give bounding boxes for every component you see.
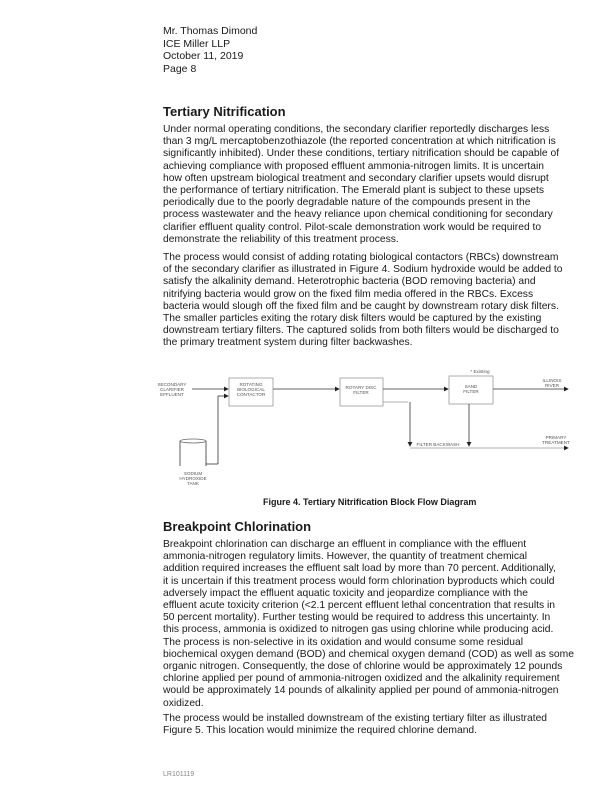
text-line: biochemical oxygen demand (BOD) and chemical oxygen demand (COD) as well as some	[163, 648, 574, 660]
text-line: oxidized.	[163, 697, 204, 709]
page-number: Page 8	[163, 62, 197, 75]
text-line: process wastewater and the heavy reliance upon chemical conditioning for secondary	[163, 209, 553, 221]
label-sodium-tank: SODIUM	[183, 471, 203, 476]
text-line: Figure 5. This location would minimize the required chlorine demand.	[163, 725, 478, 737]
label-rotary-disc: ROTARY DISC	[345, 385, 377, 390]
text-line: the primary treatment system during filter backwashes.	[163, 337, 413, 349]
label-rbc: ROTATING	[239, 382, 263, 387]
text-line: of the secondary clarifier as illustrated in Figure 4. Sodium hydroxide would be added to	[163, 264, 563, 276]
label-secondary-clarifier: SECONDARY	[157, 382, 187, 387]
text-line: periodically due to the poorly degradable nature of the compounds present in the	[163, 197, 531, 209]
text-line: Breakpoint chlorination can discharge an effluent in compliance with the effluent	[163, 539, 527, 550]
text-line: The smaller particles exiting the rotary disk filters would be captured by the existing	[163, 313, 542, 325]
text-line: Under normal operating conditions, the secondary clarifier reportedly discharges less	[163, 124, 550, 135]
text-line: adversely impact the effluent aquatic toxicity and jeopardize compliance with the	[163, 587, 528, 599]
text-line: downstream tertiary filters. The captured solids from both filters would be discharged to	[163, 325, 559, 337]
text-line: effluent acute toxicity criterion (<2.1 percent effluent lethal concentration that results in	[163, 600, 555, 612]
document-id: LR101119	[163, 771, 195, 778]
text-line: how often upstream biological treatment and secondary clarifier upsets would disrupt	[163, 172, 549, 184]
letter-date: October 11, 2019	[163, 50, 244, 62]
text-line: addition required increases the effluent salt load by more than 70 percent. Additionally,	[163, 563, 556, 575]
text-line: demonstrate the reliability of this treatment process.	[163, 233, 399, 245]
text-line: ammonia-nitrogen regulatory limits. However, the quantity of treatment chemical	[163, 551, 527, 563]
text-line: The process would consist of adding rotating biological contactors (RBCs) downstream	[163, 252, 559, 263]
recipient-name: Mr. Thomas Dimond	[163, 25, 258, 37]
label-secondary-clarifier: CLARIFIER	[160, 387, 184, 392]
text-line: this process, ammonia is oxidized to nitrogen gas using chlorine while producing acid.	[163, 624, 554, 636]
recipient-company: ICE Miller LLP	[163, 37, 231, 50]
label-sand-filter: FILTER	[463, 389, 479, 394]
text-line: than 3 mg/L mercaptobenzothiazole (the reported concentration at which nitrification is	[163, 136, 556, 148]
label-sodium-tank: TANK	[187, 481, 199, 486]
text-line: 50 percent mortality). Further testing would be required to address this uncertainty. In	[163, 612, 551, 624]
text-line: The process would be installed downstream of the existing tertiary filter as illustrated	[163, 713, 548, 724]
text-line: clarifier effluent quality control. Pilot-scale demonstration work would be required to	[163, 221, 542, 233]
text-line: chlorine applied per pound of ammonia-nitrogen oxidized and the alkalinity requirement	[163, 673, 560, 685]
text-line: significantly inhibited). Under these conditions, tertiary nitrification should be capable of	[163, 148, 560, 160]
label-illinois-river: RIVER	[544, 383, 560, 388]
text-line: achieving compliance with proposed effluent ammonia-nitrogen limits. It is uncertain	[163, 160, 544, 172]
label-primary-treatment: TREATMENT	[542, 440, 570, 445]
label-sand-filter: SAND	[464, 384, 478, 389]
text-line: The process is non-selective in its oxidation and would consume some residual	[163, 636, 524, 648]
text-line: nitrifying bacteria would grow on the fixed film media offered in the RBCs. Excess	[163, 288, 534, 300]
label-filter-backwash: FILTER BACKWASH	[416, 442, 460, 447]
section-heading-tertiary-nitrification: Tertiary Nitrification	[163, 104, 286, 119]
section-heading-breakpoint-chlorination: Breakpoint Chlorination	[163, 519, 312, 534]
text-line: would be approximately 14 pounds of alkalinity applied per pound of ammonia-nitrogen	[163, 685, 559, 697]
label-illinois-river: ILLINOIS	[542, 378, 562, 383]
paragraph-chlorination-1	[163, 539, 575, 710]
label-sodium-tank: HYDROXIDE	[179, 476, 207, 481]
text-line: satisfy the alkalinity demand. Heterotrophic bacteria (BOD removing bacteria) and	[163, 276, 536, 288]
label-secondary-clarifier: EFFLUENT	[160, 392, 184, 397]
label-primary-treatment: PRIMARY	[545, 435, 567, 440]
label-rbc: CONTACTOR	[236, 392, 266, 397]
sodium-tank-shape	[180, 441, 206, 466]
text-line: bacteria would slough off the fixed film and be caught by downstream rotary disk filters.	[163, 300, 559, 312]
text-line: the performance of tertiary nitrification. The Emerald plant is subject to these upsets	[163, 185, 544, 197]
label-existing-note: * Existing	[470, 369, 490, 374]
paragraph-chlorination-2	[163, 713, 575, 737]
label-rbc: BIOLOGICAL	[237, 387, 265, 392]
text-line: organic nitrogen. Consequently, the dose of chlorine would be approximately 12 pounds	[163, 661, 563, 673]
label-rotary-disc: FILTER	[353, 390, 369, 395]
figure-caption: Figure 4. Tertiary Nitrification Block Flow Diagram	[263, 497, 477, 507]
text-line: it is uncertain if this treatment process would form chlorination byproducts which could	[163, 575, 555, 587]
